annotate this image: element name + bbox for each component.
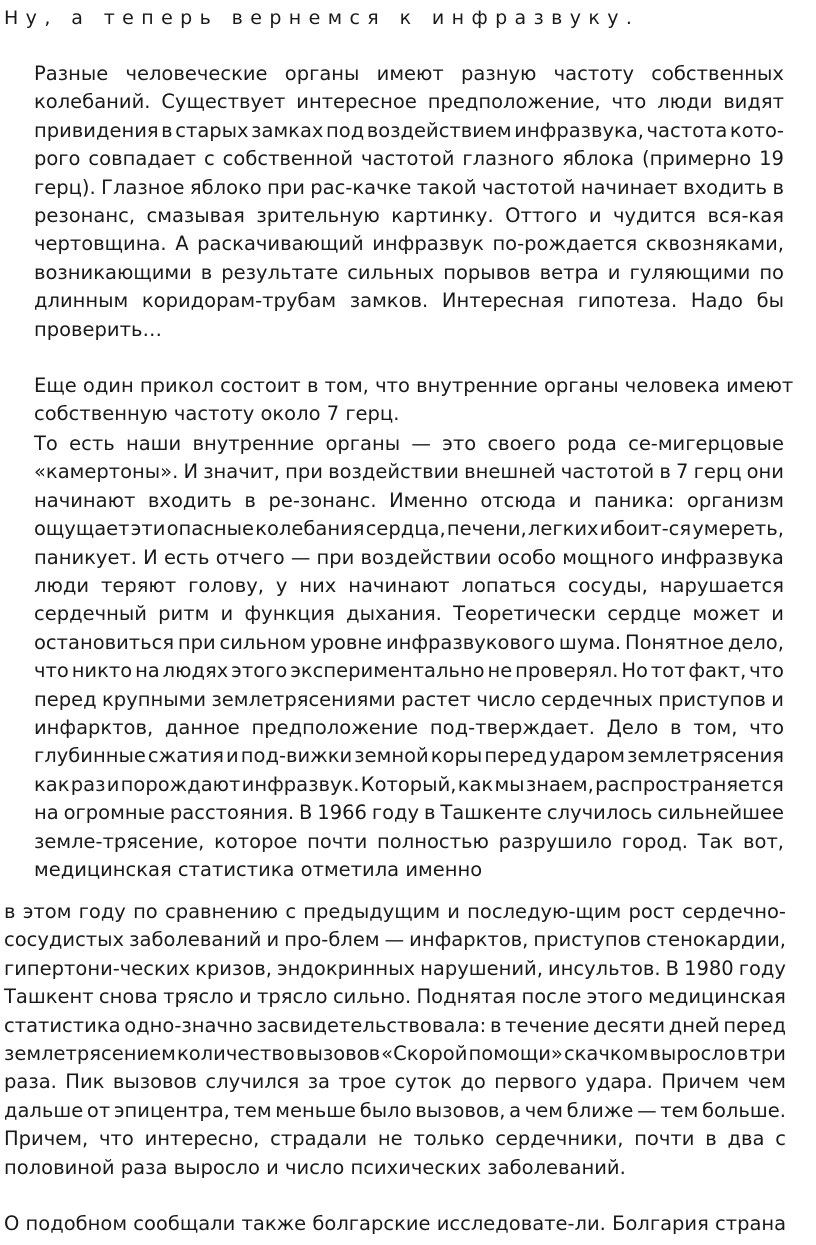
text-line: резонанс, смазывая зрительную картинку. Оттого и чудится вся-кая: [34, 204, 784, 227]
heading: Ну, а теперь вернемся к инфразвуку.: [4, 7, 640, 29]
text-line: «камертоны». И значит, при воздействии внешней частотой в 7 герц они: [34, 460, 784, 484]
text-line: на огромные расстояния. В 1966 году в Ташкенте случилось сильнейшее: [34, 801, 784, 825]
text-line: гипертони-ческих кризов, эндокринных нарушений, инсультов. В 1980 году: [4, 956, 786, 980]
text-line: землетрясением количество вызовов «Скорой помощи» скачком выросло в три: [4, 1042, 786, 1065]
text-line: люди теряют голову, у них начинают лопаться сосуды, нарушается: [34, 574, 784, 597]
text-line: длинным коридорам-трубам замков. Интересная гипотеза. Надо бы: [34, 289, 784, 313]
text-line: сосудистых заболеваний и про-блем — инфарктов, приступов стенокардии,: [4, 928, 786, 952]
text-line: Причем, что интересно, страдали не только сердечники, почти в два с: [4, 1127, 786, 1151]
text-line: проверить…: [34, 317, 162, 341]
text-line: О подобном сообщали также болгарские исследовате-ли. Болгария страна: [4, 1212, 787, 1235]
text-line: возникающими в результате сильных порывов ветра и гуляющими по: [34, 260, 784, 284]
text-line: в этом году по сравнению с предыдущим и последую-щим рост сердечно-: [4, 900, 786, 923]
text-line: земле-трясение, которое почти полностью разрушило город. Так вот,: [34, 829, 784, 853]
text-line: Ташкент снова трясло и трясло сильно. Поднятая после этого медицинская: [4, 985, 786, 1009]
text-line: дальше от эпицентра, тем меньше было вызовов, а чем ближе — тем больше.: [4, 1098, 786, 1122]
text-line: То есть наши внутренние органы — это своего рода се-мигерцовые: [34, 432, 784, 455]
text-line: начинают входить в ре-зонанс. Именно отсюда и паника: организм: [34, 488, 784, 512]
text-line: перед крупными землетрясениями растет число сердечных приступов и: [34, 687, 784, 711]
text-line: герц). Глазное яблоко при рас-качке такой частотой начинает входить в: [34, 175, 784, 199]
text-line: рого совпадает с собственной частотой глазного яблока (примерно 19: [34, 147, 784, 171]
text-line: ощущает эти опасные колебания сердца, печени, легких и боит-ся умереть,: [34, 517, 784, 541]
text-line: собственную частоту около 7 герц.: [34, 402, 400, 426]
text-line: Еще один прикол состоит в том, что внутренние органы человека имеют: [34, 374, 794, 397]
text-line: как раз и порождают инфразвук. Который, как мы знаем, распространяется: [34, 772, 784, 796]
text-line: статистика одно-значно засвидетельствовала: в течение десяти дней перед: [4, 1013, 786, 1037]
text-line: колебаний. Существует интересное предположение, что люди видят: [34, 90, 784, 114]
text-line: инфарктов, данное предположение под-тверждает. Дело в том, что: [34, 716, 784, 739]
text-line: чертовщина. А раскачивающий инфразвук по-рождается сквозняками,: [34, 232, 784, 256]
text-line: раза. Пик вызовов случился за трое суток до первого удара. Причем чем: [4, 1070, 786, 1094]
text-line: привидения в старых замках под воздействием инфразвука, частота кото-: [34, 118, 784, 142]
text-line: остановиться при сильном уровне инфразвукового шума. Понятное дело,: [34, 630, 784, 654]
text-line: что никто на людях этого экспериментально не проверял. Но тот факт, что: [34, 659, 784, 683]
text-line: глубинные сжатия и под-вижки земной коры перед ударом землетрясения: [34, 744, 784, 768]
text-line: половиной раза выросло и число психических заболеваний.: [4, 1155, 626, 1179]
text-line: Разные человеческие органы имеют разную частоту собственных: [34, 62, 784, 85]
text-line: паникует. И есть отчего — при воздействии особо мощного инфразвука: [34, 545, 784, 569]
text-line: сердечный ритм и функция дыхания. Теоретически сердце может и: [34, 602, 784, 626]
text-line: медицинская статистика отметила именно: [34, 858, 483, 881]
